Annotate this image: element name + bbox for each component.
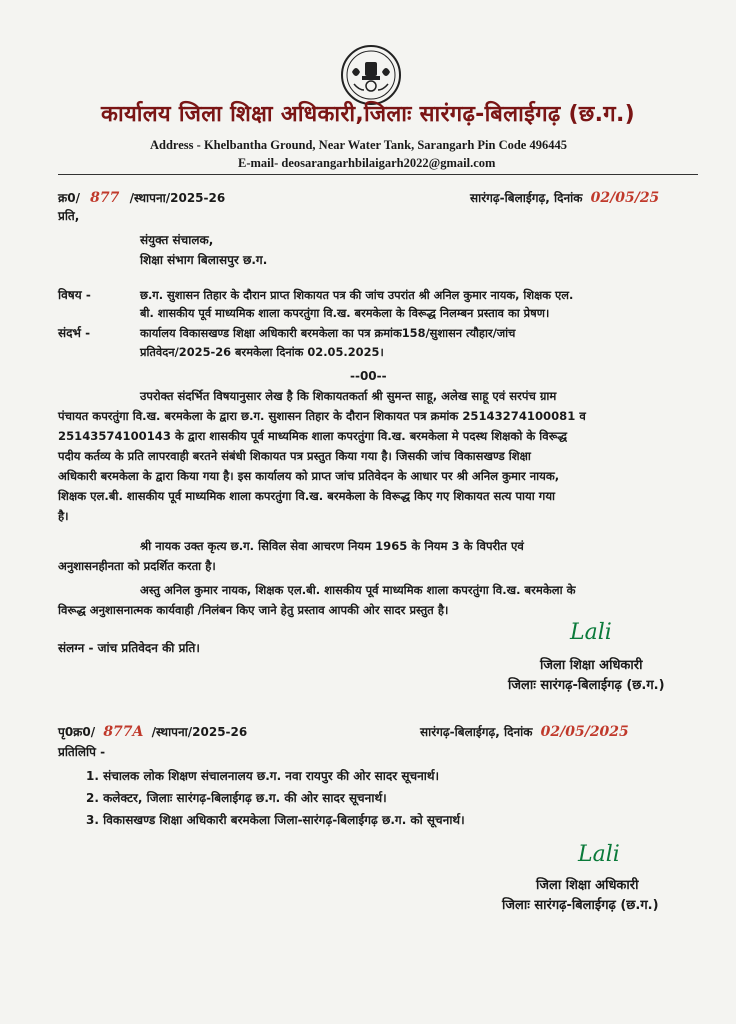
body-line: उपरोक्त संदर्भित विषयानुसार लेख है कि शिकायतकर्ता श्री सुमन्त साहू, अलेख साहू एवं सरपंच ग्राम	[140, 389, 557, 403]
signature-mark-1: Lali	[570, 620, 612, 645]
signatory-title-2: जिला शिक्षा अधिकारी	[536, 878, 639, 893]
ref2-date: 02/05/2025	[540, 724, 629, 740]
ref-suffix: /स्थापना/2025-26	[129, 191, 226, 205]
body-paragraph-2	[58, 536, 698, 576]
header-divider	[58, 174, 698, 175]
body-line: अधिकारी बरमकेला के द्वारा किया गया है। इस कार्यालय को प्राप्त जांच प्रतिवेदन के आधार पर श्री अनिल कुमार नायक,	[58, 469, 560, 483]
section-divider: --00--	[350, 369, 387, 383]
body-line: श्री नायक उक्त कृत्य छ.ग. सिविल सेवा आचरण नियम 1965 के नियम 3 के विपरीत एवं	[140, 539, 524, 553]
signature-mark-2: Lali	[578, 842, 620, 867]
office-title: कार्यालय जिला शिक्षा अधिकारी,जिलाः सारंगढ़-बिलाईगढ़ (छ.ग.)	[101, 102, 635, 127]
reference-line1: कार्यालय विकासखण्ड शिक्षा अधिकारी बरमकेला का पत्र क्रमांक158/सुशासन त्यौहार/जांच	[140, 326, 516, 340]
ref2-date-line	[420, 724, 629, 740]
subject-line1: छ.ग. सुशासन तिहार के दौरान प्राप्त शिकायत पत्र की जांच उपरांत श्री अनिल कुमार नायक, शिक्षक एल.	[140, 288, 574, 302]
ref2-number: 877A	[103, 724, 144, 740]
ref2-prefix: पृ0क्र0/	[58, 725, 96, 739]
prati-label: प्रति,	[58, 209, 80, 223]
body-line: पदीय कर्तव्य के प्रति लापरवाही बरतने संबंधी शिकायत पत्र प्रस्तुत किया गया है। जिसकी जांच विकासखण्ड शिक्षा	[58, 449, 531, 463]
subject-label: विषय -	[58, 288, 91, 302]
ref-number: 877	[90, 190, 120, 206]
office-address: Address - Khelbantha Ground, Near Water Tank, Sarangarh Pin Code 496445	[150, 138, 567, 152]
copy-to-item-1: 1. संचालक लोक शिक्षण संचालनालय छ.ग. नवा रायपुर की ओर सादर सूचनार्थ।	[86, 769, 440, 783]
ref-date-line	[470, 190, 659, 206]
chhattisgarh-emblem-icon	[340, 44, 402, 106]
subject-line2: बी. शासकीय पूर्व माध्यमिक शाला कपरतुंगा वि.ख. बरमकेला के विरूद्ध निलम्बन प्रस्ताव का प्रेषण।	[140, 306, 550, 320]
copy-to-label: प्रतिलिपि -	[58, 745, 106, 759]
signatory-district-2: जिलाः सारंगढ़-बिलाईगढ़ (छ.ग.)	[502, 898, 659, 913]
ref-place-date: सारंगढ़-बिलाईगढ़, दिनांक	[470, 191, 583, 205]
body-line: विरूद्ध अनुशासनात्मक कार्यवाही /निलंबन किए जाने हेतु प्रस्ताव आपकी ओर सादर प्रस्तुत है।	[58, 603, 449, 617]
signatory-title-1: जिला शिक्षा अधिकारी	[540, 658, 643, 673]
enclosure-note: संलग्न - जांच प्रतिवेदन की प्रति।	[58, 641, 200, 655]
body-line: पंचायत कपरतुंगा वि.ख. बरमकेला के द्वारा छ.ग. सुशासन तिहार के दौरान शिकायत पत्र क्रमांक 25143274100081 व	[58, 409, 586, 423]
signatory-district-1: जिलाः सारंगढ़-बिलाईगढ़ (छ.ग.)	[508, 678, 665, 693]
ref2-line	[58, 724, 247, 740]
office-email: E-mail- deosarangarhbilaigarh2022@gmail.com	[238, 156, 496, 170]
ref-date: 02/05/25	[590, 190, 660, 206]
reference-line2: प्रतिवेदन/2025-26 बरमकेला दिनांक 02.05.2025।	[140, 345, 384, 359]
ref2-suffix: /स्थापना/2025-26	[151, 725, 248, 739]
copy-to-item-3: 3. विकासखण्ड शिक्षा अधिकारी बरमकेला जिला-सारंगढ़-बिलाईगढ़ छ.ग. को सूचनार्थ।	[86, 813, 465, 827]
recipient-line1: संयुक्त संचालक,	[140, 233, 214, 247]
recipient-line2: शिक्षा संभाग बिलासपुर छ.ग.	[140, 253, 268, 267]
body-line: शिक्षक एल.बी. शासकीय पूर्व माध्यमिक शाला कपरतुंगा वि.ख. बरमकेला के विरूद्ध किए गए शिकायत सत्य पाया गया	[58, 489, 556, 503]
reference-label: संदर्भ -	[58, 326, 91, 340]
body-paragraph-1	[58, 386, 698, 526]
ref-prefix: क्र0/	[58, 191, 80, 205]
body-line: 25143574100143 के द्वारा शासकीय पूर्व माध्यमिक शाला कपरतुंगा वि.ख. बरमकेला मे पदस्थ शिक्षको के विरूद्ध	[58, 429, 568, 443]
ref-line	[58, 190, 225, 206]
copy-to-item-2: 2. कलेक्टर, जिलाः सारंगढ़-बिलाईगढ़ छ.ग. की ओर सादर सूचनार्थ।	[86, 791, 387, 805]
body-paragraph-3	[58, 580, 698, 620]
body-line: अस्तु अनिल कुमार नायक, शिक्षक एल.बी. शासकीय पूर्व माध्यमिक शाला कपरतुंगा वि.ख. बरमकेला के	[140, 583, 576, 597]
body-line: है।	[58, 509, 69, 523]
ref2-place-date: सारंगढ़-बिलाईगढ़, दिनांक	[420, 725, 533, 739]
body-line: अनुशासनहीनता को प्रदर्शित करता है।	[58, 559, 216, 573]
